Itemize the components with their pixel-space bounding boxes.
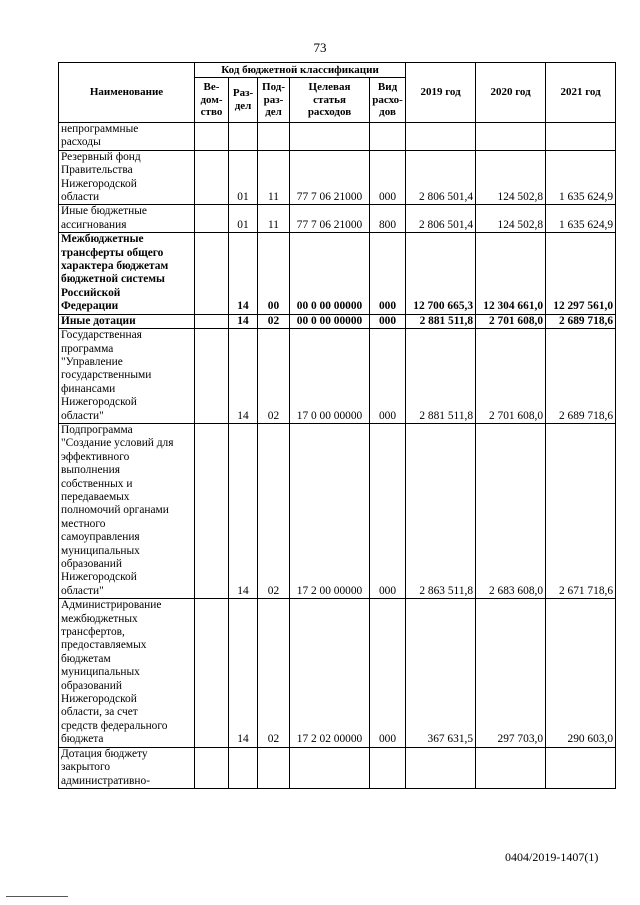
cell-dept <box>195 150 229 205</box>
table-row <box>59 329 616 424</box>
cell-target <box>290 747 370 788</box>
cell-target: 77 7 06 21000 <box>290 150 370 205</box>
cell-dept <box>195 314 229 328</box>
cell-section <box>229 747 258 788</box>
cell-2021: 290 603,0 <box>546 599 616 747</box>
cell-2019: 2 806 501,4 <box>406 150 476 205</box>
header-section: Раз- дел <box>229 78 258 123</box>
header-2021: 2021 год <box>546 63 616 123</box>
header-subsection: Под- раз- дел <box>258 78 290 123</box>
cell-subsection <box>258 123 290 151</box>
cell-2020: 124 502,8 <box>476 205 546 233</box>
cell-2020: 297 703,0 <box>476 599 546 747</box>
cell-subsection: 02 <box>258 314 290 328</box>
budget-table <box>58 62 616 789</box>
cell-exp-type: 000 <box>370 423 406 598</box>
cell-2019 <box>406 747 476 788</box>
cell-exp-type <box>370 123 406 151</box>
cell-dept <box>195 233 229 314</box>
cell-subsection: 02 <box>258 329 290 424</box>
cell-dept <box>195 205 229 233</box>
cell-target: 17 2 00 00000 <box>290 423 370 598</box>
header-2019: 2019 год <box>406 63 476 123</box>
cell-exp-type <box>370 747 406 788</box>
cell-name: Дотация бюджету закрытого административно- <box>59 747 195 788</box>
cell-2021: 1 635 624,9 <box>546 205 616 233</box>
cell-2020 <box>476 123 546 151</box>
cell-dept <box>195 599 229 747</box>
cell-2020: 2 683 608,0 <box>476 423 546 598</box>
cell-name: Подпрограмма "Создание условий для эффективного выполнения собственных и передаваемых полномочий органами местного самоуправления муниципальных образований Нижегородской области" <box>59 423 195 598</box>
cell-2019: 2 806 501,4 <box>406 205 476 233</box>
cell-name: Иные дотации <box>59 314 195 328</box>
cell-exp-type: 000 <box>370 329 406 424</box>
table-row <box>59 205 616 233</box>
cell-exp-type: 800 <box>370 205 406 233</box>
cell-2021 <box>546 123 616 151</box>
cell-2021: 2 689 718,6 <box>546 329 616 424</box>
cell-name: непрограммные расходы <box>59 123 195 151</box>
cell-name: Резервный фонд Правительства Нижегородской области <box>59 150 195 205</box>
table-row <box>59 233 616 314</box>
header-name: Наименование <box>59 63 195 123</box>
cell-2020: 12 304 661,0 <box>476 233 546 314</box>
cell-section <box>229 123 258 151</box>
cell-section: 14 <box>229 423 258 598</box>
cell-2019: 2 881 511,8 <box>406 314 476 328</box>
cell-target: 77 7 06 21000 <box>290 205 370 233</box>
header-target: Целевая статья расходов <box>290 78 370 123</box>
cell-2019: 2 863 511,8 <box>406 423 476 598</box>
cell-2021 <box>546 747 616 788</box>
cell-dept <box>195 329 229 424</box>
cell-section: 14 <box>229 233 258 314</box>
cell-2021: 2 689 718,6 <box>546 314 616 328</box>
cell-section: 01 <box>229 150 258 205</box>
cell-section: 14 <box>229 314 258 328</box>
cell-2021: 12 297 561,0 <box>546 233 616 314</box>
cell-name: Администрирование межбюджетных трансфертов, предоставляемых бюджетам муниципальных образований Нижегородской области, за счет средств федерального бюджета <box>59 599 195 747</box>
header-exp-type: Вид расхо- дов <box>370 78 406 123</box>
cell-2021: 1 635 624,9 <box>546 150 616 205</box>
cell-name: Иные бюджетные ассигнования <box>59 205 195 233</box>
cell-dept <box>195 123 229 151</box>
header-dept: Ве- дом- ство <box>195 78 229 123</box>
cell-subsection: 11 <box>258 205 290 233</box>
cell-name: Государственная программа "Управление государственными финансами Нижегородской области" <box>59 329 195 424</box>
table-row <box>59 747 616 788</box>
cell-2020: 2 701 608,0 <box>476 329 546 424</box>
cell-2019: 2 881 511,8 <box>406 329 476 424</box>
cell-subsection: 11 <box>258 150 290 205</box>
cell-target: 17 0 00 00000 <box>290 329 370 424</box>
cell-2019 <box>406 123 476 151</box>
table-row <box>59 599 616 747</box>
cell-section: 01 <box>229 205 258 233</box>
cell-exp-type: 000 <box>370 233 406 314</box>
header-2020: 2020 год <box>476 63 546 123</box>
margin-line <box>6 896 68 897</box>
cell-subsection: 02 <box>258 599 290 747</box>
cell-target <box>290 123 370 151</box>
cell-exp-type: 000 <box>370 599 406 747</box>
cell-subsection <box>258 747 290 788</box>
cell-name: Межбюджетные трансферты общего характера бюджетам бюджетной системы Российской Федерации <box>59 233 195 314</box>
cell-subsection: 00 <box>258 233 290 314</box>
cell-2021: 2 671 718,6 <box>546 423 616 598</box>
cell-target: 17 2 02 00000 <box>290 599 370 747</box>
header-code-group: Код бюджетной классификации <box>195 63 406 78</box>
cell-exp-type: 000 <box>370 314 406 328</box>
table-row <box>59 123 616 151</box>
cell-2019: 12 700 665,3 <box>406 233 476 314</box>
cell-dept <box>195 747 229 788</box>
table-row <box>59 314 616 328</box>
cell-2020: 2 701 608,0 <box>476 314 546 328</box>
cell-exp-type: 000 <box>370 150 406 205</box>
table-row <box>59 423 616 598</box>
table-row <box>59 150 616 205</box>
cell-subsection: 02 <box>258 423 290 598</box>
cell-section: 14 <box>229 599 258 747</box>
cell-section: 14 <box>229 329 258 424</box>
cell-2020: 124 502,8 <box>476 150 546 205</box>
cell-dept <box>195 423 229 598</box>
cell-target: 00 0 00 00000 <box>290 314 370 328</box>
page-number: 73 <box>313 40 327 55</box>
cell-2020 <box>476 747 546 788</box>
document-code: 0404/2019-1407(1) <box>505 850 599 864</box>
cell-2019: 367 631,5 <box>406 599 476 747</box>
cell-target: 00 0 00 00000 <box>290 233 370 314</box>
